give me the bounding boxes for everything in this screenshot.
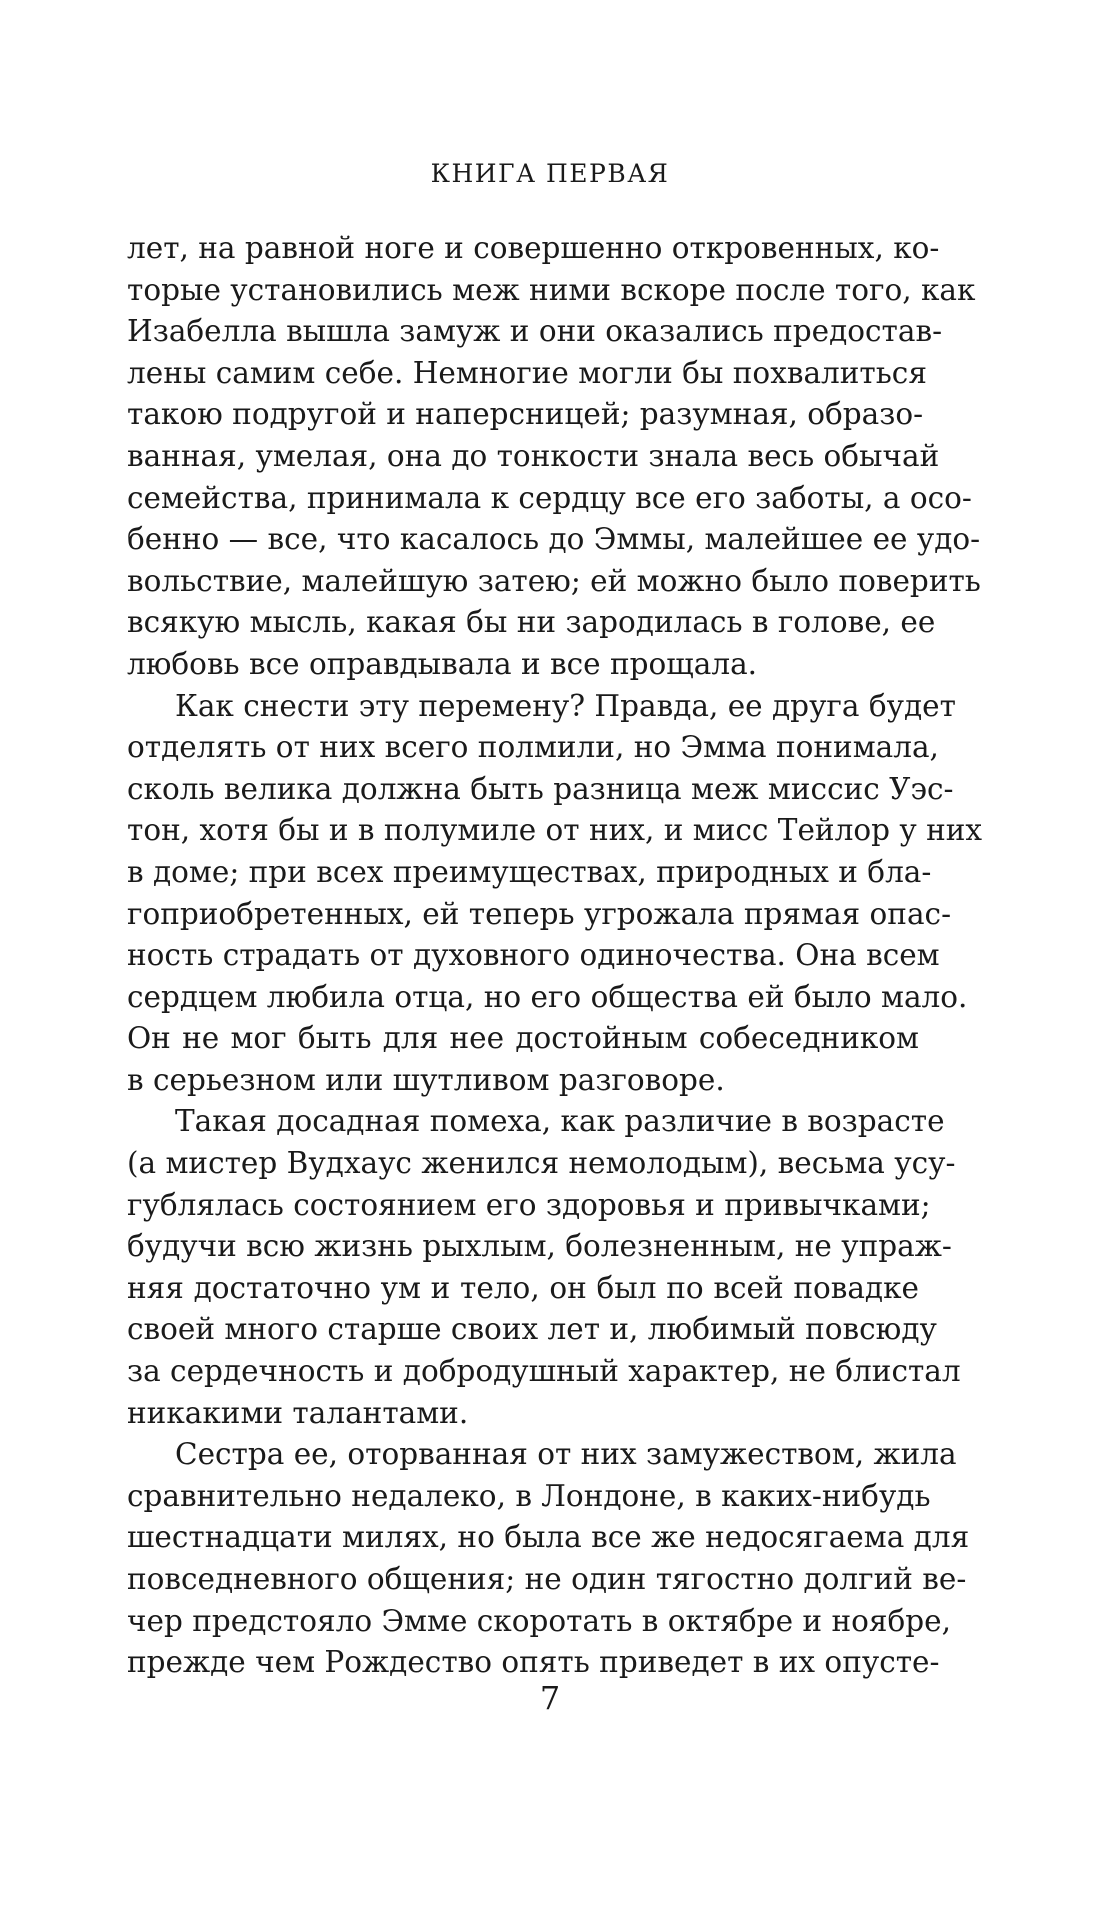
paragraph bbox=[127, 1434, 970, 1684]
paragraph bbox=[127, 228, 981, 686]
text-line: гублялась состоянием его здоровья и привычками; bbox=[127, 1187, 931, 1222]
body-text bbox=[127, 228, 983, 1684]
text-line: семейства, принимала к сердцу все его заботы, а осо- bbox=[127, 480, 972, 515]
text-line: сравнительно недалеко, в Лондоне, в каких-нибудь bbox=[127, 1478, 931, 1513]
text-line: в серьезном или шутливом разговоре. bbox=[127, 1062, 725, 1097]
text-line: Такая досадная помеха, как различие в возрасте bbox=[175, 1104, 945, 1139]
text-line: прежде чем Рождество опять приведет в их опусте- bbox=[127, 1645, 940, 1680]
text-line: Он не мог быть для нее достойным собеседником bbox=[127, 1021, 919, 1056]
text-line: за сердечность и добродушный характер, не блистал bbox=[127, 1354, 961, 1389]
page-number: 7 bbox=[539, 1679, 561, 1717]
text-line: такою подругой и наперсницей; разумная, образо- bbox=[127, 397, 924, 432]
text-line: торые установились меж ними вскоре после того, как bbox=[127, 272, 976, 307]
text-line: ванная, умелая, она до тонкости знала весь обычай bbox=[127, 438, 940, 473]
text-line: Как снести эту перемену? Правда, ее друга будет bbox=[175, 688, 956, 723]
text-line: своей много старше своих лет и, любимый повсюду bbox=[127, 1312, 937, 1347]
text-line: в доме; при всех преимуществах, природных и бла- bbox=[127, 854, 932, 889]
text-line: бенно — все, что касалось до Эммы, малейшее ее удо- bbox=[127, 522, 981, 557]
text-line: гоприобретенных, ей теперь угрожала прямая опас- bbox=[127, 896, 952, 931]
text-line: любовь все оправдывала и все прощала. bbox=[127, 646, 758, 681]
text-line: шестнадцати милях, но была все же недосягаема для bbox=[127, 1520, 970, 1555]
paragraph bbox=[127, 686, 983, 1102]
paragraph bbox=[127, 1101, 961, 1434]
text-line: (а мистер Вудхаус женился немолодым), весьма усу- bbox=[127, 1146, 956, 1181]
running-header: КНИГА ПЕРВАЯ bbox=[430, 159, 670, 188]
text-line: чер предстояло Эмме скоротать в октябре и ноябре, bbox=[127, 1603, 951, 1638]
text-line: лет, на равной ноге и совершенно откровенных, ко- bbox=[127, 231, 940, 265]
text-line: тон, хотя бы и в полумиле от них, и мисс Тейлор у них bbox=[127, 813, 983, 848]
text-line: отделять от них всего полмили, но Эмма понимала, bbox=[127, 730, 939, 765]
text-line: няя достаточно ум и тело, он был по всей повадке bbox=[127, 1270, 919, 1305]
text-line: повседневного общения; не один тягостно долгий ве- bbox=[127, 1562, 967, 1596]
text-line: никакими талантами. bbox=[127, 1395, 469, 1430]
text-line: сердцем любила отца, но его общества ей было мало. bbox=[127, 979, 968, 1014]
text-line: Изабелла вышла замуж и они оказались предостав- bbox=[127, 314, 943, 349]
text-line: сколь велика должна быть разница меж миссис Уэс- bbox=[127, 771, 954, 806]
text-line: будучи всю жизнь рыхлым, болезненным, не упраж- bbox=[127, 1229, 952, 1264]
text-line: лены самим себе. Немногие могли бы похвалиться bbox=[127, 355, 927, 390]
text-line: ность страдать от духовного одиночества. Она всем bbox=[127, 938, 940, 973]
text-line: Сестра ее, оторванная от них замужеством, жила bbox=[175, 1437, 957, 1472]
text-line: всякую мысль, какая бы ни зародилась в голове, ее bbox=[127, 605, 936, 640]
text-line: вольствие, малейшую затею; ей можно было поверить bbox=[127, 563, 981, 598]
